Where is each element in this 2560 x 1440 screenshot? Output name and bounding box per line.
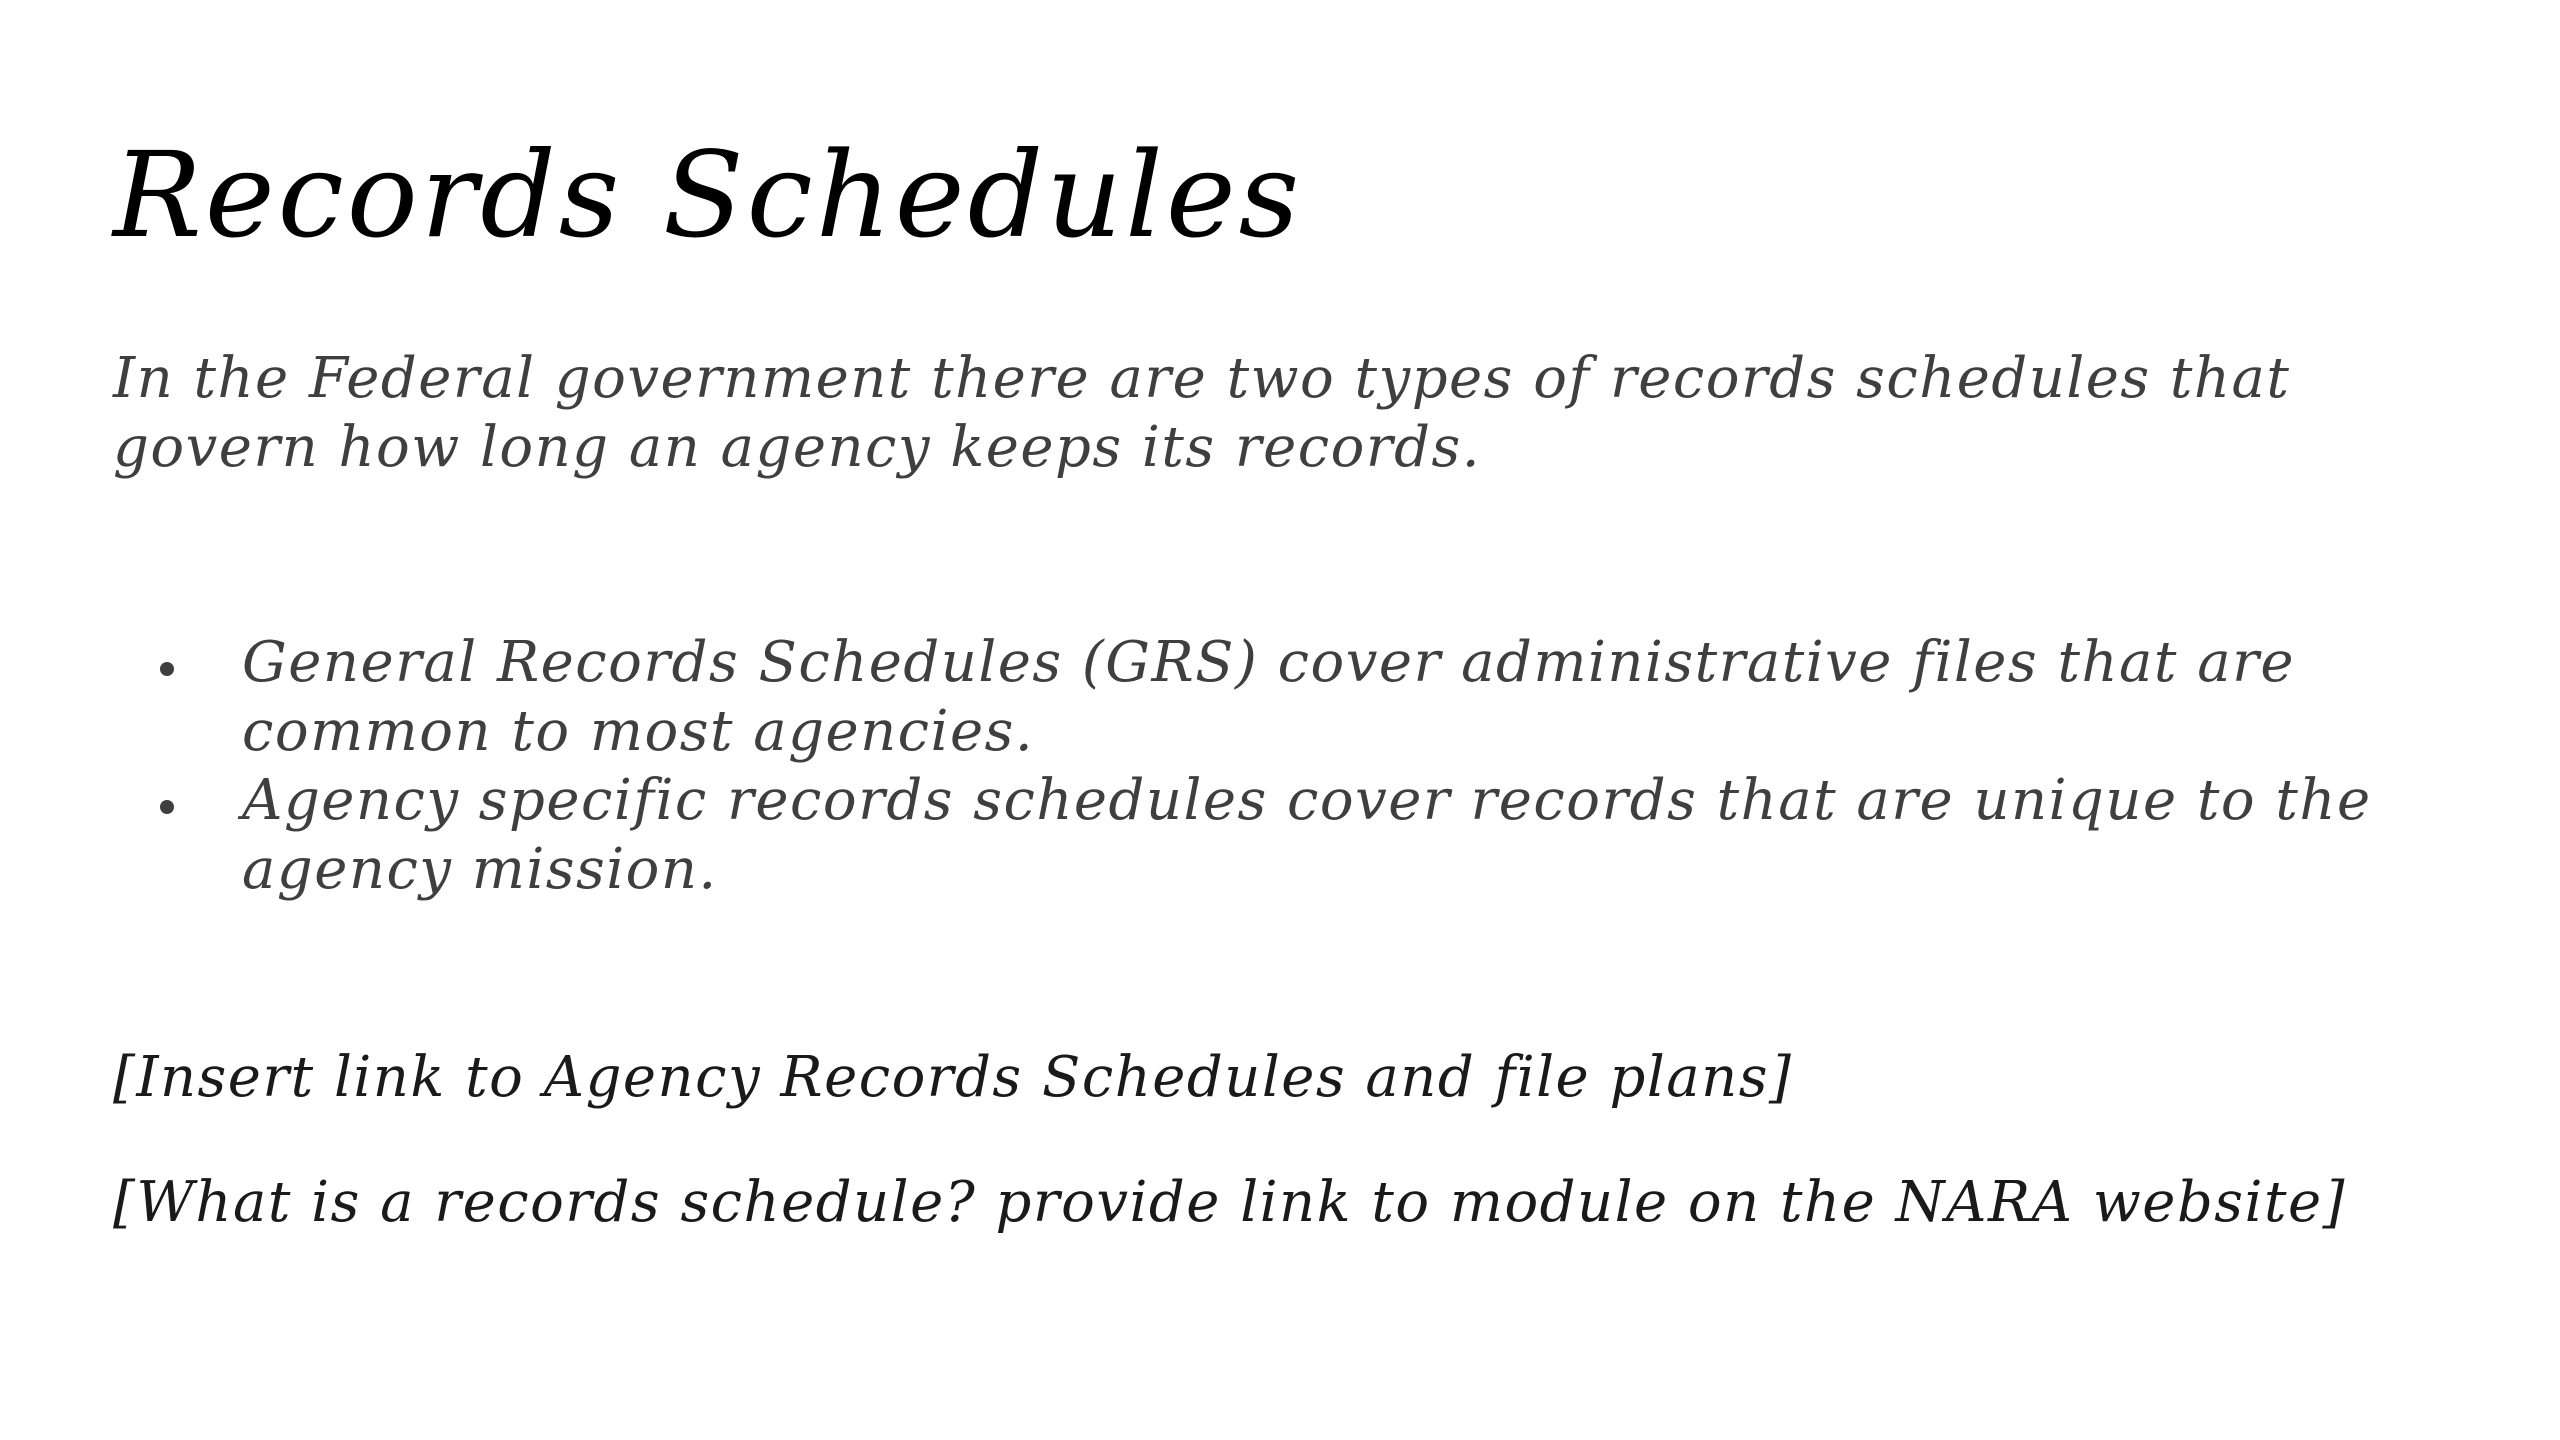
intro-paragraph: In the Federal government there are two types of records schedules that govern how long an agency keeps its records. [113,346,2291,480]
bullet-icon [160,662,174,676]
bullet-list [150,628,2490,904]
placeholder-link-nara: [What is a records schedule? provide link to module on the NARA website] [113,1170,2346,1235]
bullet-text-agency-specific: Agency specific records schedules cover records that are unique to the agency mission. [242,768,2372,902]
placeholder-link-schedules: [Insert link to Agency Records Schedules and file plans] [113,1045,1793,1110]
bullet-icon [160,800,174,814]
list-item [150,766,2490,904]
slide-title: Records Schedules [113,126,1303,264]
list-item [150,628,2490,766]
bullet-text-grs: General Records Schedules (GRS) cover administrative files that are common to most agencies. [242,630,2296,764]
